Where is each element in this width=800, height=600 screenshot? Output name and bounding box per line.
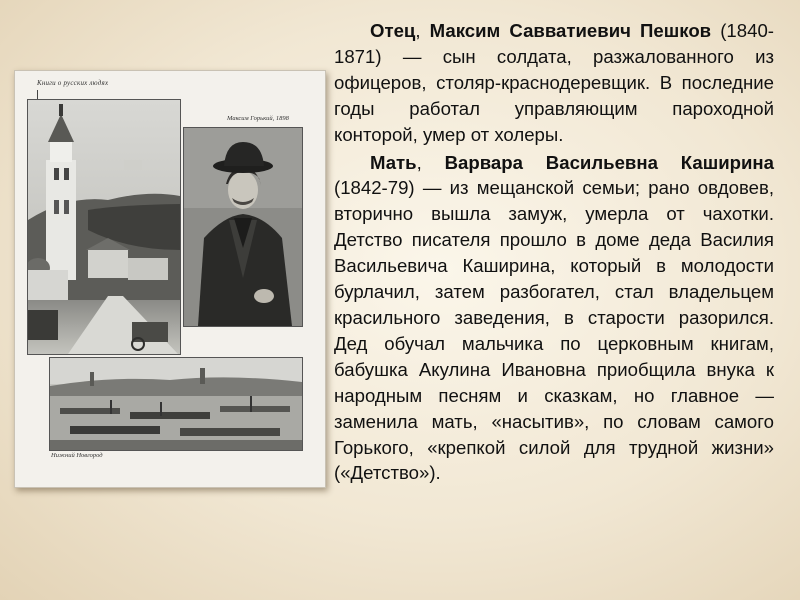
father-label: Отец	[370, 20, 416, 41]
gorky-portrait-photo	[183, 127, 303, 327]
father-separator: ,	[415, 20, 430, 41]
mother-name: Варвара Васильевна Каширина	[444, 151, 774, 173]
town-church-photo	[27, 99, 181, 355]
river-city-photo	[49, 357, 303, 451]
mother-text: (1842-79) — из мещанской семьи; рано овдовев, вторично вышла замуж, умерла от чахотки. Детство писателя прошло в доме деда Василия Васильевича Каширина, который в молодости бурлачил, затем разбогател, стал владельцем красильного заведения, в старости разорился. Дед обучал мальчика по церковным книгам, бабушка Акулина Ивановна приобщила внука к народным песням и сказкам, но главное — заменила мать, «насытив», по словам самого Горького, «крепкой силой для трудной жизни» («Детство»).	[334, 177, 774, 484]
portrait-caption: Максим Горький, 1898	[227, 115, 289, 122]
mother-paragraph	[334, 150, 774, 487]
mother-separator: ,	[416, 151, 445, 173]
father-text: (1840-1871) — сын солдата, разжалованного из офицеров, столяр-краснодеревщик. В последние годы работал управляющим пароходной конторой, умер от холеры.	[334, 20, 774, 145]
book-page-image	[14, 70, 326, 488]
biography-text	[334, 18, 774, 486]
father-paragraph	[334, 18, 774, 148]
page-header: Книги о русских людях	[37, 79, 109, 87]
father-name: Максим Савватиевич Пешков	[429, 20, 712, 41]
river-caption: Нижний Новгород	[51, 452, 103, 459]
mother-label: Мать	[370, 151, 417, 173]
